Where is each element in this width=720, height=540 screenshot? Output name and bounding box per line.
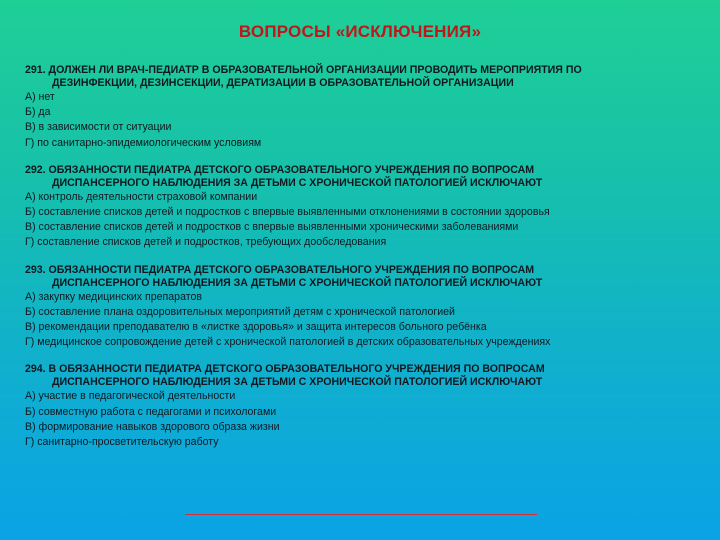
question-list: [25, 64, 705, 463]
question-293: [25, 264, 705, 351]
answer-option: В) формирование навыков здорового образа жизни: [25, 420, 280, 433]
answer-option: В) в зависимости от ситуации: [25, 121, 172, 134]
answer-option: Г) медицинское сопровождение детей с хронической патологией в детских образовательных учреждениях: [25, 336, 551, 349]
answer-option: В) рекомендации преподавателю в «листке здоровья» и защита интересов больного ребёнка: [25, 321, 487, 334]
question-text: [25, 363, 705, 389]
answer-option: А) нет: [25, 91, 55, 103]
question-text: [25, 164, 705, 190]
answer-option: В) составление списков детей и подростков с впервые выявленными хроническими заболеваниями: [25, 221, 519, 234]
question-text-line1: 292. ОБЯЗАННОСТИ ПЕДИАТРА ДЕТСКОГО ОБРАЗОВАТЕЛЬНОГО УЧРЕЖДЕНИЯ ПО ВОПРОСАМ: [25, 163, 535, 176]
question-text-line2: ДИСПАНСЕРНОГО НАБЛЮДЕНИЯ ЗА ДЕТЬМИ С ХРОНИЧЕСКОЙ ПАТОЛОГИЕЙ ИСКЛЮЧАЮТ: [52, 176, 543, 189]
answer-option: А) участие в педагогической деятельности: [25, 390, 236, 403]
answer-option: Б) да: [25, 106, 51, 119]
question-text-line2: ДЕЗИНФЕКЦИИ, ДЕЗИНСЕКЦИИ, ДЕРАТИЗАЦИИ В ОБРАЗОВАТЕЛЬНОЙ ОРГАНИЗАЦИИ: [52, 77, 514, 89]
decorative-divider: [185, 514, 537, 515]
answer-option: Г) по санитарно-эпидемиологическим условиям: [25, 136, 262, 149]
question-text-line1: 293. ОБЯЗАННОСТИ ПЕДИАТРА ДЕТСКОГО ОБРАЗОВАТЕЛЬНОГО УЧРЕЖДЕНИЯ ПО ВОПРОСАМ: [25, 263, 535, 276]
answer-option: Б) составление плана оздоровительных мероприятий детям с хронической патологией: [25, 305, 455, 318]
answer-option: А) контроль деятельности страховой компании: [25, 190, 258, 203]
question-text: [25, 264, 705, 290]
answer-option: А) закупку медицинских препаратов: [25, 290, 202, 303]
question-text-line2: ДИСПАНСЕРНОГО НАБЛЮДЕНИЯ ЗА ДЕТЬМИ С ХРОНИЧЕСКОЙ ПАТОЛОГИЕЙ ИСКЛЮЧАЮТ: [52, 376, 543, 389]
answer-option: Г) составление списков детей и подростков, требующих дообследования: [25, 236, 387, 249]
question-text: [25, 64, 705, 90]
question-294: [25, 363, 705, 450]
answer-option: Б) совместную работа с педагогами и психологами: [25, 405, 277, 418]
question-292: [25, 164, 705, 251]
page-title: ВОПРОСЫ «ИСКЛЮЧЕНИЯ»: [238, 22, 482, 41]
question-text-line1: 294. В ОБЯЗАННОСТИ ПЕДИАТРА ДЕТСКОГО ОБРАЗОВАТЕЛЬНОГО УЧРЕЖДЕНИЯ ПО ВОПРОСАМ: [25, 363, 545, 376]
question-text-line1: 291. ДОЛЖЕН ЛИ ВРАЧ-ПЕДИАТР В ОБРАЗОВАТЕЛЬНОЙ ОРГАНИЗАЦИИ ПРОВОДИТЬ МЕРОПРИЯТИЯ ПО: [25, 64, 582, 76]
answer-option: Б) составление списков детей и подростков с впервые выявленными отклонениями в состоянии здоровья: [25, 206, 550, 219]
question-291: [25, 64, 705, 151]
answer-option: Г) санитарно-просветительскую работу: [25, 436, 219, 449]
question-text-line2: ДИСПАНСЕРНОГО НАБЛЮДЕНИЯ ЗА ДЕТЬМИ С ХРОНИЧЕСКОЙ ПАТОЛОГИЕЙ ИСКЛЮЧАЮТ: [52, 276, 543, 289]
